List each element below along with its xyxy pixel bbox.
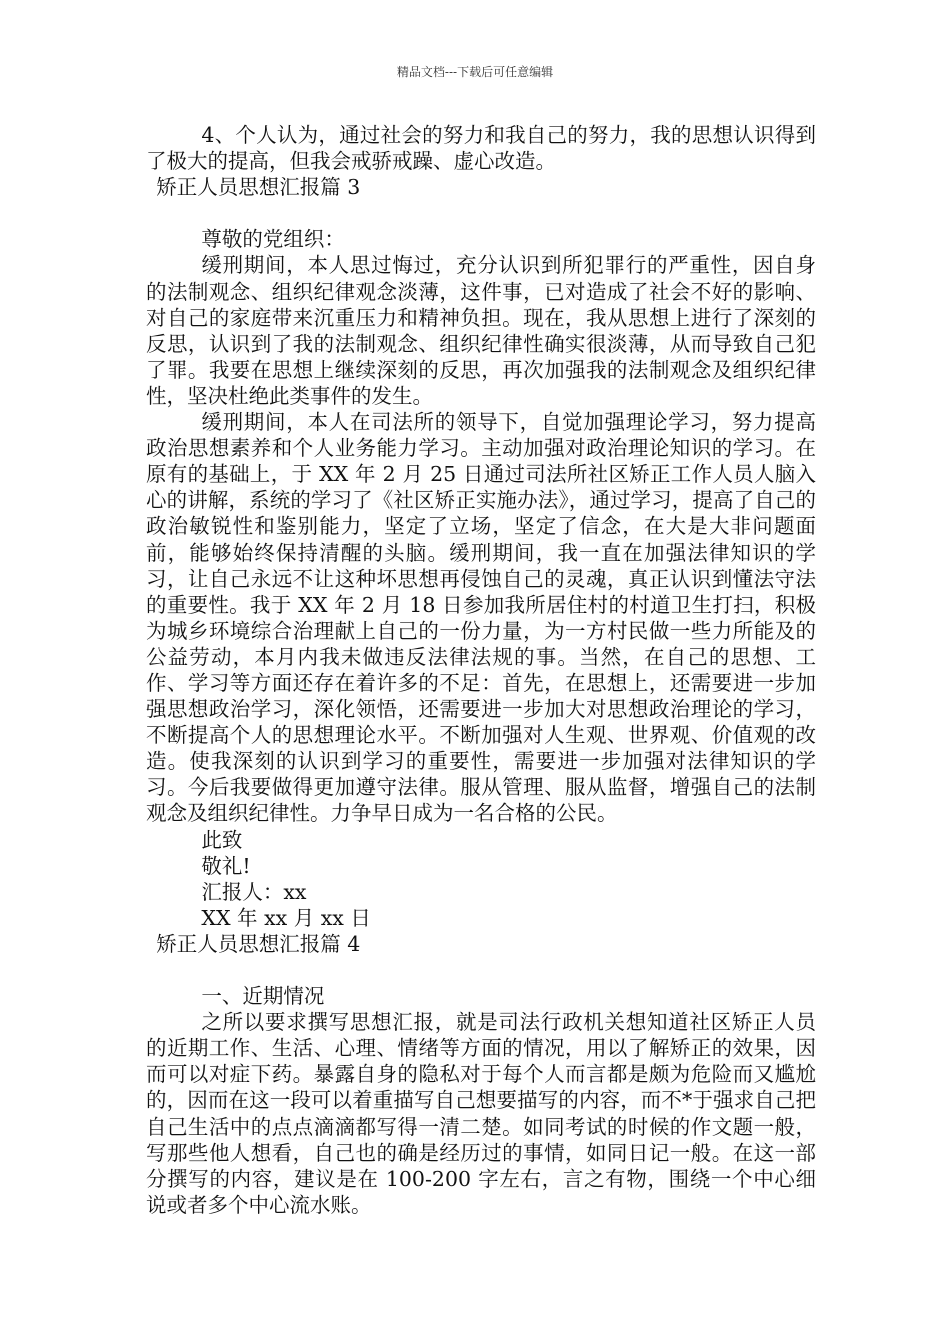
paragraph-1: 缓刑期间，本人思过悔过，充分认识到所犯罪行的严重性，因自身的法制观念、组织纪律观念淡薄，这件事，已对造成了社会不好的影响、对自己的家庭带来沉重压力和精神负担。现在，我从思想上进行了深刻的反思，认识到了我的法制观念、组织纪律性确实很淡薄，从而导致自己犯了罪。我要在思想上继续深刻的反思，再次加强我的法制观念及组织纪律性，坚决杜绝此类事件的发生。 — [146, 253, 816, 408]
paragraph-2: 缓刑期间，本人在司法所的领导下，自觉加强理论学习，努力提高政治思想素养和个人业务能力学习。主动加强对政治理论知识的学习。在原有的基础上，于 XX 年 2 月 25 日通过司法所社区矫正工作人员人脑入心的讲解，系统的学习了《社区矫正实施办法》，通过学习，提高了自己的政治敏锐性和鉴别能力，坚定了立场，坚定了信念，在大是大非问题面前，能够始终保持清醒的头脑。缓刑期间，我一直在加强法律知识的学习，让自己永远不让这种坏思想再侵蚀自己的灵魂，真正认识到懂法守法的重要性。我于 XX 年 2 月 18 日参加我所居住村的村道卫生打扫，积极为城乡环境综合治理献上自己的一份力量，为一方村民做一些力所能及的公益劳动，本月内我未做违反法律法规的事。当然，在自己的思想、工作、学习等方面还存在着许多的不足：首先，在思想上，还需要进一步加强思想政治学习，深化领悟，还需要进一步加大对思想政治理论的学习，不断提高个人的思想理论水平。不断加强对人生观、世界观、价值观的改造。使我深刻的认识到学习的重要性，需要进一步加强对法律知识的学习。今后我要做得更加遵守法律。服从管理、服从监督，增强自己的法制观念及组织纪律性。力争早日成为一名合格的公民。 — [146, 410, 816, 826]
date-line: XX 年 xx 月 xx 日 — [201, 905, 371, 930]
subsection-title: 一、近期情况 — [201, 984, 325, 1009]
reporter-line: 汇报人：xx — [201, 879, 307, 904]
section-heading-3: 矫正人员思想汇报篇 3 — [156, 175, 361, 200]
blank-line — [146, 200, 816, 226]
paragraph-3: 之所以要求撰写思想汇报，就是司法行政机关想知道社区矫正人员的近期工作、生活、心理、情绪等方面的情况，用以了解矫正的效果，因而可以对症下药。暴露自身的隐私对于每个人而言都是颇为危险而又尴尬的，因而在这一段可以着重描写自己想要描写的内容，而不*于强求自己把自己生活中的点点滴滴都写得一清二楚。如同考试的时候的作文题一般，写那些他人想看，自己也的确是经历过的事情，如同日记一般。在这一部分撰写的内容，建议是在 100-200 字左右，言之有物，围绕一个中心细说或者多个中心流水账。 — [146, 1010, 816, 1217]
section-heading-4: 矫正人员思想汇报篇 4 — [156, 931, 361, 956]
closing-line-2: 敬礼! — [201, 853, 251, 878]
blank-line — [146, 957, 816, 983]
closing-line-1: 此致 — [201, 827, 243, 852]
document-body — [146, 122, 816, 1218]
salutation: 尊敬的党组织： — [201, 227, 345, 252]
paragraph-intro: 4、个人认为，通过社会的努力和我自己的努力，我的思想认识得到了极大的提高，但我会戒骄戒躁、虚心改造。 — [146, 123, 816, 174]
page-header-note: 精品文档---下载后可任意编辑 — [396, 65, 554, 79]
